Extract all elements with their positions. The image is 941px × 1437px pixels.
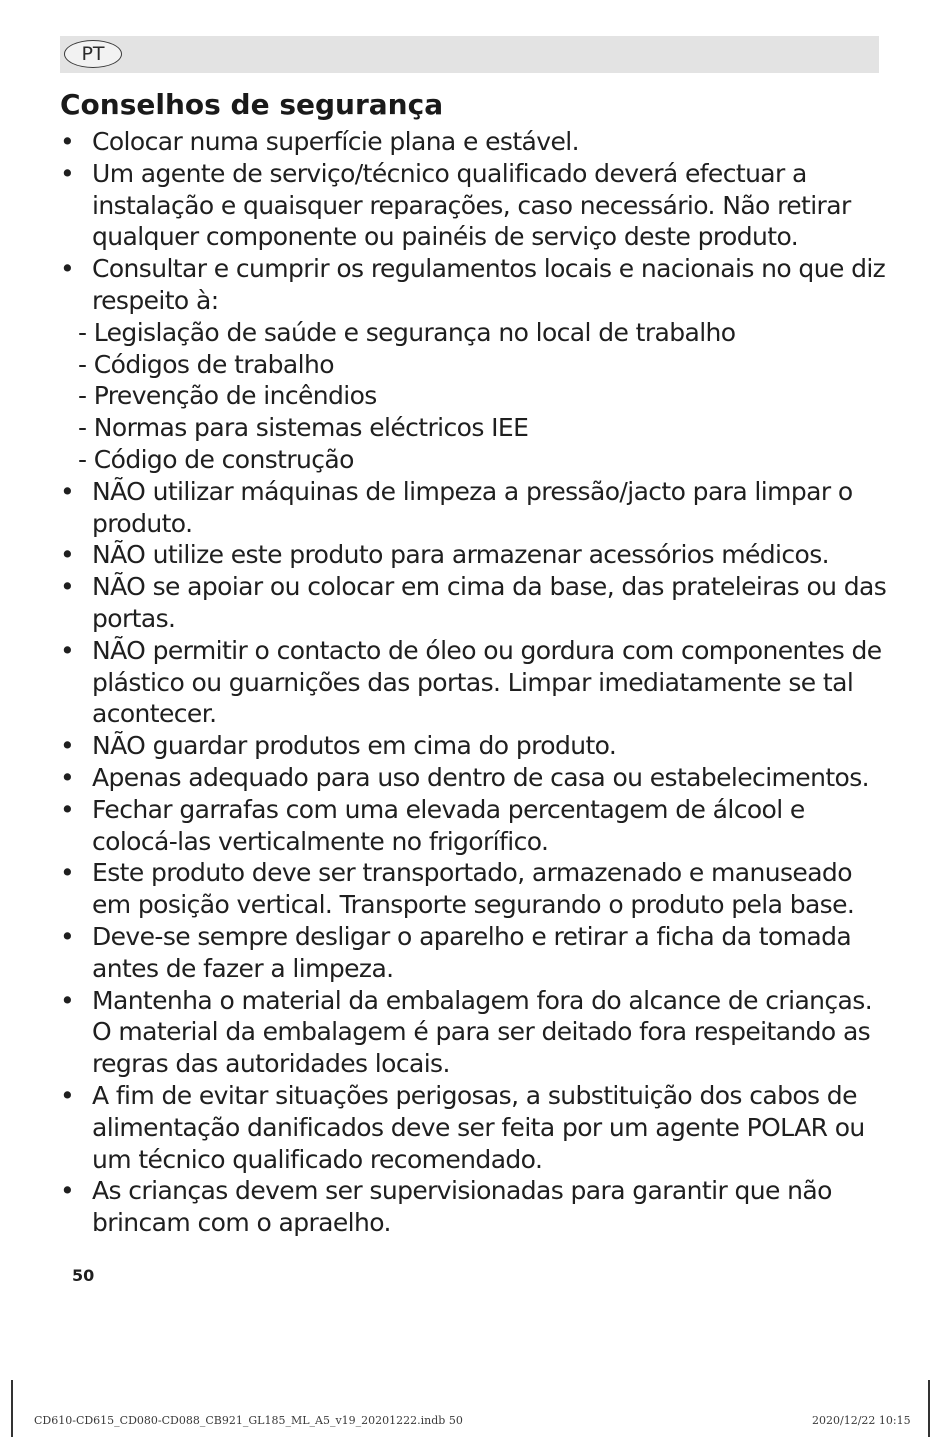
bullet-icon: • bbox=[60, 858, 75, 888]
bullet-icon: • bbox=[60, 127, 75, 156]
bullet-text: NÃO guardar produtos em cima do produto. bbox=[92, 731, 617, 761]
bullet-icon: • bbox=[60, 635, 75, 665]
bullet-text: Colocar numa superfície plana e estável. bbox=[92, 127, 579, 156]
language-header-bar bbox=[60, 36, 879, 73]
bullet-item bbox=[60, 571, 890, 635]
bullet-icon: • bbox=[60, 540, 75, 570]
footer-file-info: CD610-CD615_CD080-CD088_CB921_GL185_ML_A5_v19_20201222.indb 50 bbox=[34, 1414, 463, 1427]
page-number: 50 bbox=[72, 1266, 95, 1285]
bullet-item bbox=[60, 1175, 890, 1239]
bullet-item bbox=[60, 1080, 890, 1175]
sub-item: - Código de construção bbox=[78, 444, 354, 474]
bullet-item bbox=[60, 539, 890, 571]
bullet-item bbox=[60, 158, 890, 253]
language-badge: PT bbox=[64, 40, 122, 68]
bullet-icon: • bbox=[60, 158, 75, 188]
bullet-item bbox=[60, 476, 890, 540]
bullet-icon: • bbox=[60, 572, 75, 602]
bullet-icon: • bbox=[60, 921, 75, 951]
bullet-item bbox=[60, 126, 890, 158]
page-title: Conselhos de segurança bbox=[60, 88, 444, 121]
bullet-item bbox=[60, 730, 890, 762]
bullet-text: NÃO se apoiar ou colocar em cima da base, das prateleiras ou das portas. bbox=[92, 572, 887, 633]
bullet-text: NÃO permitir o contacto de óleo ou gordura com componentes de plástico ou guarnições das portas. Limpar imediatamente se tal acontecer. bbox=[92, 635, 882, 729]
sub-item: - Códigos de trabalho bbox=[78, 349, 334, 379]
bullet-text: Este produto deve ser transportado, armazenado e manuseado em posição vertical. Transporte segurando o produto pela base. bbox=[92, 858, 855, 920]
bullet-item bbox=[60, 985, 890, 1080]
bullet-icon: • bbox=[60, 254, 75, 284]
safety-advice-list bbox=[60, 126, 890, 1239]
bullet-icon: • bbox=[60, 1176, 75, 1206]
bullet-item bbox=[60, 794, 890, 858]
bullet-text: Apenas adequado para uso dentro de casa ou estabelecimentos. bbox=[92, 762, 870, 792]
bullet-icon: • bbox=[60, 794, 75, 824]
bullet-text: Consultar e cumprir os regulamentos locais e nacionais no que diz respeito à: bbox=[92, 254, 886, 315]
bullet-icon: • bbox=[60, 731, 75, 761]
bullet-item bbox=[60, 921, 890, 985]
sub-item: - Prevenção de incêndios bbox=[78, 381, 377, 411]
bullet-icon: • bbox=[60, 762, 75, 792]
bullet-icon: • bbox=[60, 476, 75, 506]
footer-timestamp: 2020/12/22 10:15 bbox=[812, 1414, 911, 1427]
bullet-icon: • bbox=[60, 985, 75, 1015]
bullet-item bbox=[60, 762, 890, 794]
bullet-item bbox=[60, 253, 890, 317]
crop-mark-left bbox=[11, 1380, 13, 1437]
bullet-icon: • bbox=[60, 1080, 75, 1110]
sub-item: - Normas para sistemas eléctricos IEE bbox=[78, 413, 529, 443]
bullet-text: NÃO utilize este produto para armazenar acessórios médicos. bbox=[92, 540, 830, 570]
bullet-text: Mantenha o material da embalagem fora do alcance de crianças. O material da embalagem é para ser deitado fora respeitando as regras das autoridades locais. bbox=[92, 985, 873, 1079]
bullet-text: Deve-se sempre desligar o aparelho e retirar a ficha da tomada antes de fazer a limpeza. bbox=[92, 921, 852, 983]
bullet-item bbox=[60, 635, 890, 730]
bullet-text: Fechar garrafas com uma elevada percentagem de álcool e colocá-las verticalmente no frigorífico. bbox=[92, 794, 805, 856]
bullet-text: A fim de evitar situações perigosas, a substituição dos cabos de alimentação danificados deve ser feita por um agente POLAR ou um técnico qualificado recomendado. bbox=[92, 1080, 865, 1174]
bullet-item bbox=[60, 857, 890, 921]
bullet-text: Um agente de serviço/técnico qualificado deverá efectuar a instalação e quaisquer reparações, caso necessário. Não retirar qualquer componente ou painéis de serviço deste produto. bbox=[92, 158, 851, 252]
bullet-text: As crianças devem ser supervisionadas para garantir que não brincam com o apraelho. bbox=[92, 1176, 832, 1238]
sub-item: - Legislação de saúde e segurança no local de trabalho bbox=[78, 317, 736, 347]
bullet-text: NÃO utilizar máquinas de limpeza a pressão/jacto para limpar o produto. bbox=[92, 476, 853, 538]
crop-mark-right bbox=[928, 1380, 930, 1437]
